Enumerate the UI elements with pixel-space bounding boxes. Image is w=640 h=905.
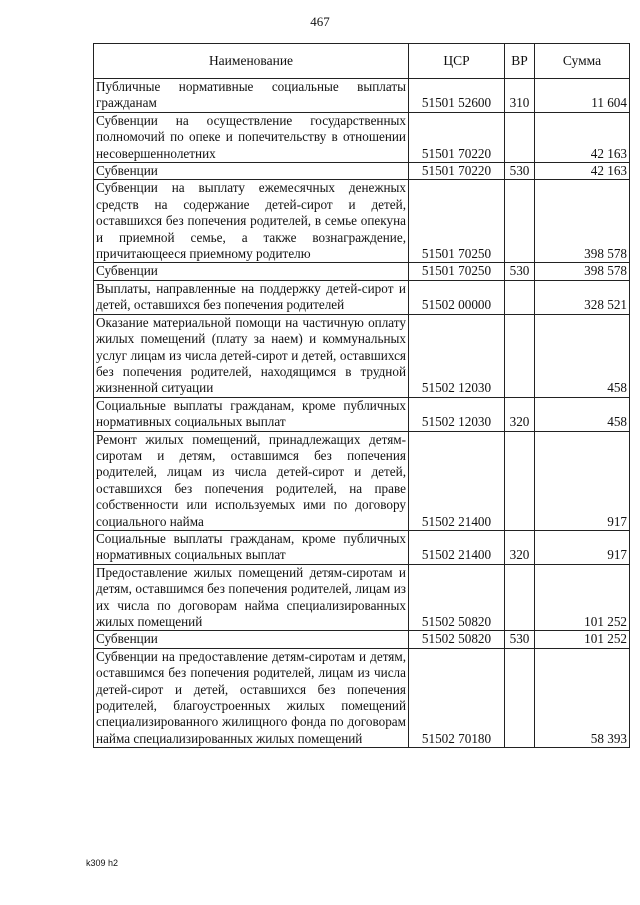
row-name: Субвенции на выплату ежемесячных денежных средств на содержание детей-сирот и детей, оставшихся без попечения родителей, в семье опекуна и приемной семье, а также вознаграждение, причитающееся приемному родителю — [94, 180, 409, 263]
table-row — [94, 397, 630, 431]
row-csr: 51502 50820 — [409, 564, 505, 631]
row-vr: 310 — [505, 79, 535, 113]
row-csr: 51501 70220 — [409, 163, 505, 180]
row-name: Субвенции на осуществление государственных полномочий по опеке и попечительству в отношении несовершеннолетних — [94, 112, 409, 162]
header-sum: Сумма — [535, 44, 630, 79]
row-sum: 58 393 — [535, 648, 630, 747]
row-sum: 398 578 — [535, 263, 630, 280]
table-row — [94, 79, 630, 113]
row-sum: 328 521 — [535, 280, 630, 314]
table-row — [94, 631, 630, 648]
row-sum: 101 252 — [535, 631, 630, 648]
row-vr — [505, 112, 535, 162]
table-row — [94, 280, 630, 314]
row-name: Предоставление жилых помещений детям-сиротам и детям, оставшимся без попечения родителей, лицам из их числа по договорам найма специализированных жилых помещений — [94, 564, 409, 631]
row-vr: 530 — [505, 163, 535, 180]
table-row — [94, 530, 630, 564]
header-name: Наименование — [94, 44, 409, 79]
row-sum: 917 — [535, 431, 630, 530]
table-row — [94, 431, 630, 530]
row-vr — [505, 431, 535, 530]
row-sum: 458 — [535, 314, 630, 397]
row-csr: 51502 12030 — [409, 397, 505, 431]
row-sum: 458 — [535, 397, 630, 431]
row-vr — [505, 314, 535, 397]
row-name: Ремонт жилых помещений, принадлежащих детям-сиротам и детям, оставшимся без попечения родителей, лицам из числа детей-сирот и детей, оставшихся без попечения родителей, на праве собственности или используемых ими по договору социального найма — [94, 431, 409, 530]
row-csr: 51502 21400 — [409, 530, 505, 564]
row-vr: 320 — [505, 397, 535, 431]
row-name: Публичные нормативные социальные выплаты гражданам — [94, 79, 409, 113]
row-name: Социальные выплаты гражданам, кроме публичных нормативных социальных выплат — [94, 530, 409, 564]
table-header-row — [94, 44, 630, 79]
row-vr: 320 — [505, 530, 535, 564]
row-vr: 530 — [505, 263, 535, 280]
table-row — [94, 648, 630, 747]
row-sum: 917 — [535, 530, 630, 564]
header-vr: ВР — [505, 44, 535, 79]
table-row — [94, 180, 630, 263]
row-name: Субвенции — [94, 631, 409, 648]
table-row — [94, 112, 630, 162]
row-sum: 42 163 — [535, 112, 630, 162]
page-number: 467 — [310, 14, 330, 29]
row-csr: 51502 00000 — [409, 280, 505, 314]
row-vr — [505, 648, 535, 747]
row-csr: 51502 12030 — [409, 314, 505, 397]
row-name: Субвенции на предоставление детям-сиротам и детям, оставшимся без попечения родителей, лицам из числа детей-сирот и детей, оставшихся без попечения родителей, благоустроенных жилых помещений специализированного жилищного фонда по договорам найма специализированных жилых помещений — [94, 648, 409, 747]
row-name: Оказание материальной помощи на частичную оплату жилых помещений (плату за наем) и коммунальных услуг лицам из числа детей-сирот и детей, оставшихся без попечения родителей, находящимся в трудной жизненной ситуации — [94, 314, 409, 397]
table-row — [94, 163, 630, 180]
row-csr: 51501 70250 — [409, 180, 505, 263]
row-sum: 42 163 — [535, 163, 630, 180]
table-row — [94, 263, 630, 280]
row-vr: 530 — [505, 631, 535, 648]
row-vr — [505, 180, 535, 263]
table-row — [94, 564, 630, 631]
row-csr: 51501 70250 — [409, 263, 505, 280]
row-name: Выплаты, направленные на поддержку детей-сирот и детей, оставшихся без попечения родителей — [94, 280, 409, 314]
footer-code: k309 h2 — [86, 858, 119, 868]
row-name: Субвенции — [94, 263, 409, 280]
row-name: Социальные выплаты гражданам, кроме публичных нормативных социальных выплат — [94, 397, 409, 431]
budget-table — [93, 43, 630, 748]
row-csr: 51501 70220 — [409, 112, 505, 162]
row-csr: 51502 50820 — [409, 631, 505, 648]
row-sum: 101 252 — [535, 564, 630, 631]
row-name: Субвенции — [94, 163, 409, 180]
row-csr: 51501 52600 — [409, 79, 505, 113]
row-vr — [505, 280, 535, 314]
table-row — [94, 314, 630, 397]
row-sum: 398 578 — [535, 180, 630, 263]
row-sum: 11 604 — [535, 79, 630, 113]
row-vr — [505, 564, 535, 631]
row-csr: 51502 70180 — [409, 648, 505, 747]
header-csr: ЦСР — [409, 44, 505, 79]
row-csr: 51502 21400 — [409, 431, 505, 530]
